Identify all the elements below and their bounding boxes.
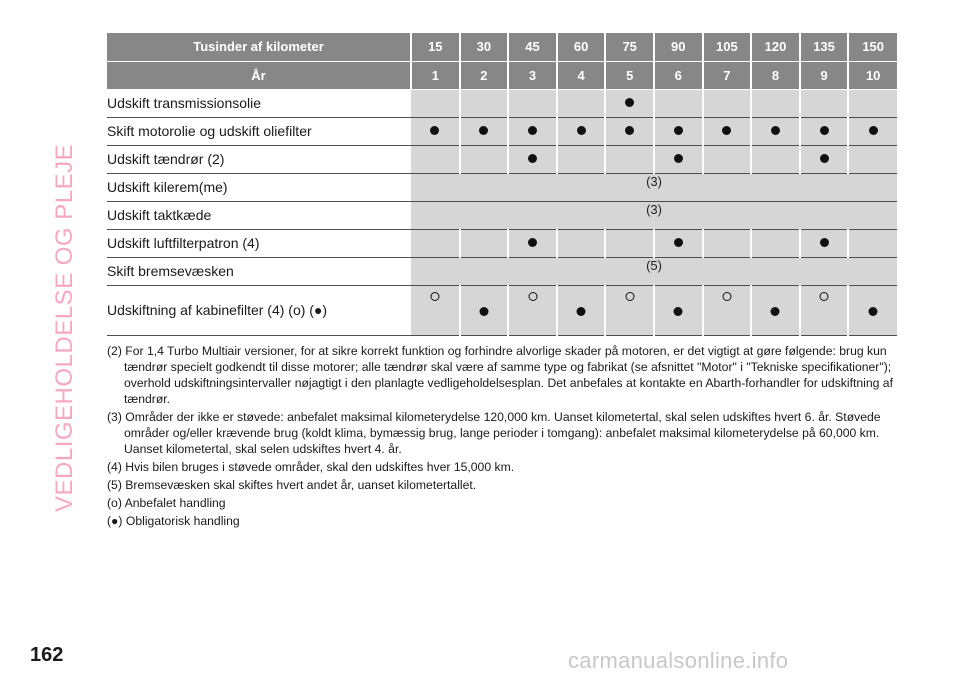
header-km-row-value: 60 — [557, 33, 606, 61]
schedule-cell — [557, 89, 606, 117]
header-km-row-value: 30 — [460, 33, 509, 61]
schedule-cell — [848, 285, 897, 335]
schedule-cell — [848, 117, 897, 145]
schedule-cell — [800, 285, 849, 335]
schedule-cell — [751, 145, 800, 173]
schedule-cell — [654, 285, 703, 335]
schedule-cell — [605, 229, 654, 257]
header-km-row-value: 150 — [848, 33, 897, 61]
mandatory-dot-icon — [479, 126, 488, 135]
table-row — [107, 117, 897, 145]
mandatory-dot-icon — [674, 307, 683, 316]
schedule-cell — [848, 145, 897, 173]
schedule-cell — [751, 117, 800, 145]
schedule-cell — [703, 89, 752, 117]
schedule-cell — [557, 285, 606, 335]
header-year-row-value: 10 — [848, 61, 897, 89]
schedule-cell — [508, 229, 557, 257]
schedule-cell — [411, 89, 460, 117]
mandatory-dot-icon — [869, 126, 878, 135]
operation-label: Udskift luftfilterpatron (4) — [107, 229, 411, 257]
schedule-cell — [557, 229, 606, 257]
schedule-cell — [460, 89, 509, 117]
header-km-row-value: 135 — [800, 33, 849, 61]
mandatory-dot-icon — [577, 307, 586, 316]
header-year-row-value: 9 — [800, 61, 849, 89]
mandatory-dot-icon — [528, 154, 537, 163]
schedule-cell — [605, 285, 654, 335]
schedule-cell — [411, 117, 460, 145]
table-row — [107, 145, 897, 173]
mandatory-dot-icon — [577, 126, 586, 135]
footnote: (4) Hvis bilen bruges i støvede områder, skal den udskiftes hver 15,000 km. — [107, 460, 515, 474]
schedule-cell — [751, 89, 800, 117]
interval-note: (3) — [411, 173, 897, 201]
schedule-cell — [654, 145, 703, 173]
header-km-row-value: 120 — [751, 33, 800, 61]
footnote: (3) Områder der ikke er støvede: anbefalet maksimal kilometerydelse 120,000 km. Uanset kilometertal, skal selen udskiftes hvert 6. år. Støvede områder og/eller krævende brug (koldt klima, bymæssig brug, lange perioder i tomgang): anbefalet maksimal kilometerydelse på 60,000 km. Uanset kilometertal, skal selen udskiftes hvert 4. år. — [107, 410, 881, 456]
schedule-cell — [800, 229, 849, 257]
schedule-cell — [848, 89, 897, 117]
mandatory-dot-icon — [820, 154, 829, 163]
mandatory-dot-icon — [430, 126, 439, 135]
header-year-row-value: 7 — [703, 61, 752, 89]
schedule-cell — [605, 89, 654, 117]
schedule-cell — [654, 229, 703, 257]
operation-label: Udskift transmissionsolie — [107, 89, 411, 117]
schedule-cell — [751, 229, 800, 257]
mandatory-dot-icon — [820, 126, 829, 135]
schedule-cell — [557, 145, 606, 173]
header-km-row-value: 15 — [411, 33, 460, 61]
operation-label: Udskiftning af kabinefilter (4) (o) (●) — [107, 285, 411, 335]
schedule-cell — [703, 285, 752, 335]
schedule-cell — [654, 89, 703, 117]
header-km-row-value: 105 — [703, 33, 752, 61]
table-row — [107, 89, 897, 117]
schedule-cell — [460, 145, 509, 173]
header-year-row-value: 1 — [411, 61, 460, 89]
schedule-cell — [460, 229, 509, 257]
header-year-row-value: 5 — [605, 61, 654, 89]
table-row — [107, 257, 897, 285]
header-year-row-value: 3 — [508, 61, 557, 89]
mandatory-dot-icon — [771, 307, 780, 316]
mandatory-dot-icon — [674, 154, 683, 163]
header-km-row-value: 45 — [508, 33, 557, 61]
table-row — [107, 285, 897, 335]
chapter-side-title-text: VEDLIGEHOLDELSE OG PLEJE — [51, 143, 78, 512]
schedule-cell — [800, 89, 849, 117]
header-year-row — [107, 61, 897, 89]
interval-note: (3) — [411, 201, 897, 229]
maintenance-schedule-table — [107, 33, 897, 336]
schedule-cell — [703, 229, 752, 257]
schedule-cell — [800, 145, 849, 173]
schedule-cell — [508, 117, 557, 145]
recommended-ring-icon — [625, 292, 634, 301]
mandatory-dot-icon — [479, 307, 488, 316]
footnote: (●) Obligatorisk handling — [107, 514, 240, 528]
operation-label: Skift motorolie og udskift oliefilter — [107, 117, 411, 145]
operation-label: Udskift taktkæde — [107, 201, 411, 229]
operation-label: Udskift kilerem(me) — [107, 173, 411, 201]
operation-label: Skift bremsevæsken — [107, 257, 411, 285]
footnote: (5) Bremsevæsken skal skiftes hvert andet år, uanset kilometertallet. — [107, 478, 477, 492]
mandatory-dot-icon — [625, 98, 634, 107]
mandatory-dot-icon — [674, 238, 683, 247]
schedule-cell — [703, 117, 752, 145]
schedule-cell — [800, 117, 849, 145]
schedule-cell — [508, 145, 557, 173]
footnote: (o) Anbefalet handling — [107, 496, 226, 510]
page-number: 162 — [30, 644, 64, 666]
header-year-row-value: 8 — [751, 61, 800, 89]
interval-note: (5) — [411, 257, 897, 285]
schedule-cell — [848, 229, 897, 257]
table-row — [107, 229, 897, 257]
table-row — [107, 173, 897, 201]
schedule-cell — [411, 229, 460, 257]
recommended-ring-icon — [430, 292, 439, 301]
schedule-cell — [508, 285, 557, 335]
header-km-row-value: 75 — [605, 33, 654, 61]
schedule-cell — [411, 285, 460, 335]
mandatory-dot-icon — [771, 126, 780, 135]
schedule-cell — [605, 117, 654, 145]
header-year-row-value: 2 — [460, 61, 509, 89]
schedule-cell — [557, 117, 606, 145]
recommended-ring-icon — [722, 292, 731, 301]
schedule-cell — [703, 145, 752, 173]
header-year-row-value: 6 — [654, 61, 703, 89]
header-km-row-label: Tusinder af kilometer — [107, 33, 411, 61]
footnote: (2) For 1,4 Turbo Multiair versioner, for at sikre korrekt funktion og forhindre alvorlige skader på motoren, er det vigtigt at gøre følgende: brug kun tændrør specielt godkendt til disse motorer; alle tændrør skal være af samme type og fabrikat (se afsnittet "Motor" i "Tekniske specifikationer"); overhold udskiftningsintervaller nøjagtigt i den planlagte vedligeholdelsesplan. Det anbefales at kontakte en Abarth-forhandler for udskiftning af tændrør. — [107, 344, 893, 406]
header-year-row-label: År — [107, 61, 411, 89]
schedule-cell — [654, 117, 703, 145]
mandatory-dot-icon — [869, 307, 878, 316]
mandatory-dot-icon — [528, 126, 537, 135]
mandatory-dot-icon — [820, 238, 829, 247]
recommended-ring-icon — [820, 292, 829, 301]
mandatory-dot-icon — [625, 126, 634, 135]
schedule-cell — [751, 285, 800, 335]
header-year-row-value: 4 — [557, 61, 606, 89]
recommended-ring-icon — [528, 292, 537, 301]
operation-label: Udskift tændrør (2) — [107, 145, 411, 173]
schedule-cell — [508, 89, 557, 117]
schedule-cell — [460, 285, 509, 335]
mandatory-dot-icon — [722, 126, 731, 135]
header-km-row — [107, 33, 897, 61]
table-row — [107, 201, 897, 229]
mandatory-dot-icon — [528, 238, 537, 247]
watermark: carmanualsonline.info — [568, 648, 789, 673]
schedule-cell — [411, 145, 460, 173]
schedule-cell — [605, 145, 654, 173]
footnotes — [107, 343, 902, 531]
header-km-row-value: 90 — [654, 33, 703, 61]
mandatory-dot-icon — [674, 126, 683, 135]
schedule-cell — [460, 117, 509, 145]
